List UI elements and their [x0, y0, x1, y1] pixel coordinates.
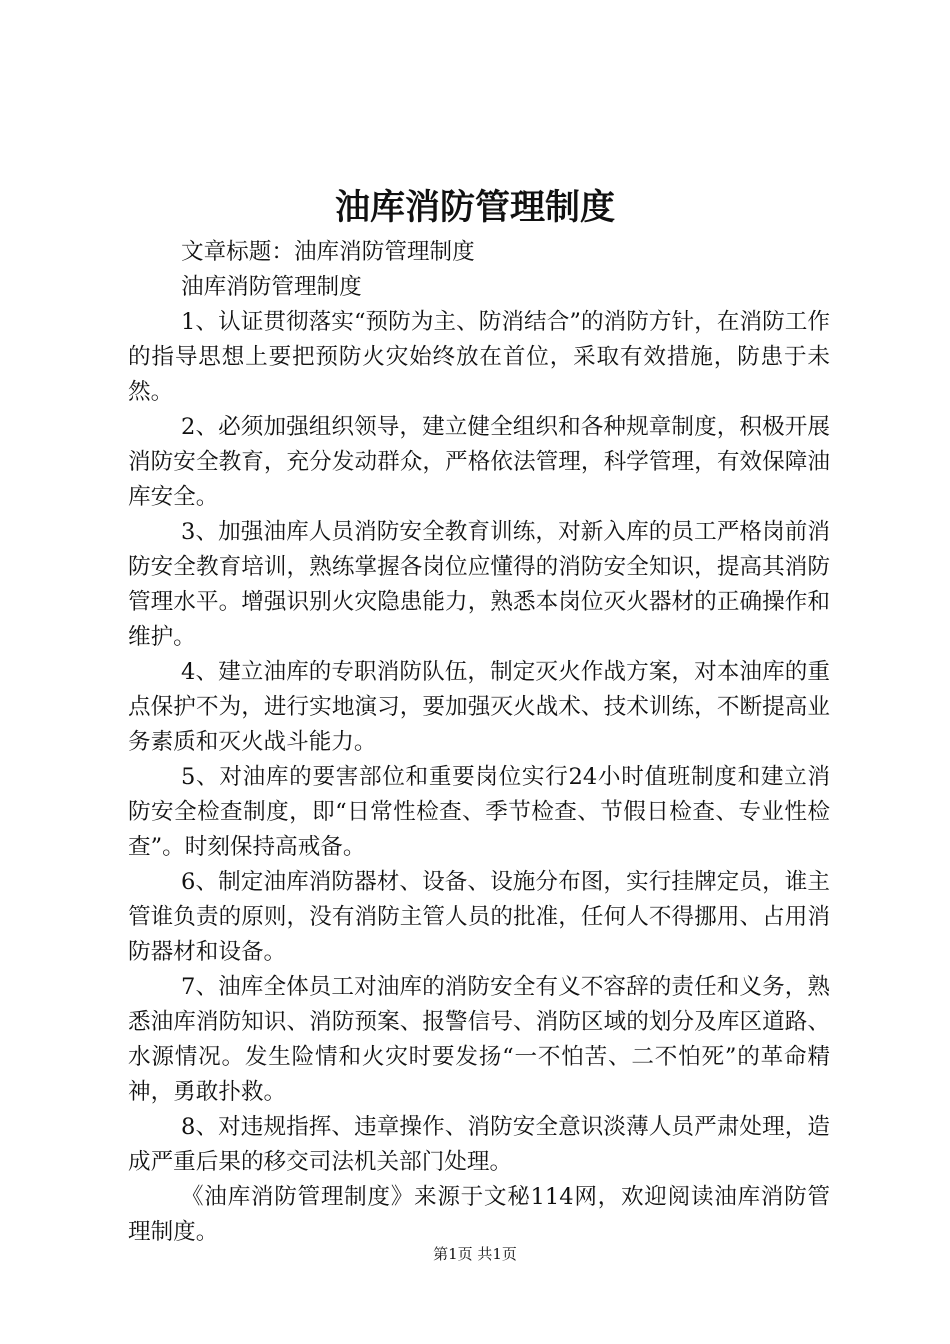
paragraph-2: 2、必须加强组织领导，建立健全组织和各种规章制度，积极开展消防安全教育，充分发动群众，严格依法管理，科学管理，有效保障油库安全。 [128, 414, 830, 510]
paragraph-4: 4、建立油库的专职消防队伍，制定灭火作战方案，对本油库的重点保护不为，进行实地演习，要加强灭火战术、技术训练，不断提高业务素质和灭火战斗能力。 [128, 659, 830, 755]
page-footer: 第1页 共1页 [433, 1245, 517, 1263]
paragraph-8: 8、对违规指挥、违章操作、消防安全意识淡薄人员严肃处理，造成严重后果的移交司法机关部门处理。 [128, 1114, 830, 1175]
source-note: 《油库消防管理制度》来源于文秘114网，欢迎阅读油库消防管理制度。 [128, 1184, 830, 1245]
document-title: 油库消防管理制度 [334, 188, 615, 228]
paragraph-7: 7、油库全体员工对油库的消防安全有义不容辞的责任和义务，熟悉油库消防知识、消防预案、报警信号、消防区域的划分及库区道路、水源情况。发生险情和火灾时要发扬“一不怕苦、二不怕死”的革命精神，勇敢扑救。 [128, 974, 830, 1105]
paragraph-6: 6、制定油库消防器材、设备、设施分布图，实行挂牌定员，谁主管谁负责的原则，没有消防主管人员的批准，任何人不得挪用、占用消防器材和设备。 [128, 869, 830, 965]
article-title-line: 文章标题：油库消防管理制度 [181, 239, 475, 265]
paragraph-1: 1、认证贯彻落实“预防为主、防消结合”的消防方针，在消防工作的指导思想上要把预防火灾始终放在首位，采取有效措施，防患于未然。 [128, 309, 830, 405]
paragraph-5: 5、对油库的要害部位和重要岗位实行24小时值班制度和建立消防安全检查制度，即“日常性检查、季节检查、节假日检查、专业性检查”。时刻保持高戒备。 [128, 764, 830, 860]
document-body [128, 235, 830, 1250]
subtitle-line: 油库消防管理制度 [181, 274, 362, 300]
paragraph-3: 3、加强油库人员消防安全教育训练，对新入库的员工严格岗前消防安全教育培训，熟练掌握各岗位应懂得的消防安全知识，提高其消防管理水平。增强识别火灾隐患能力，熟悉本岗位灭火器材的正确操作和维护。 [128, 519, 830, 650]
